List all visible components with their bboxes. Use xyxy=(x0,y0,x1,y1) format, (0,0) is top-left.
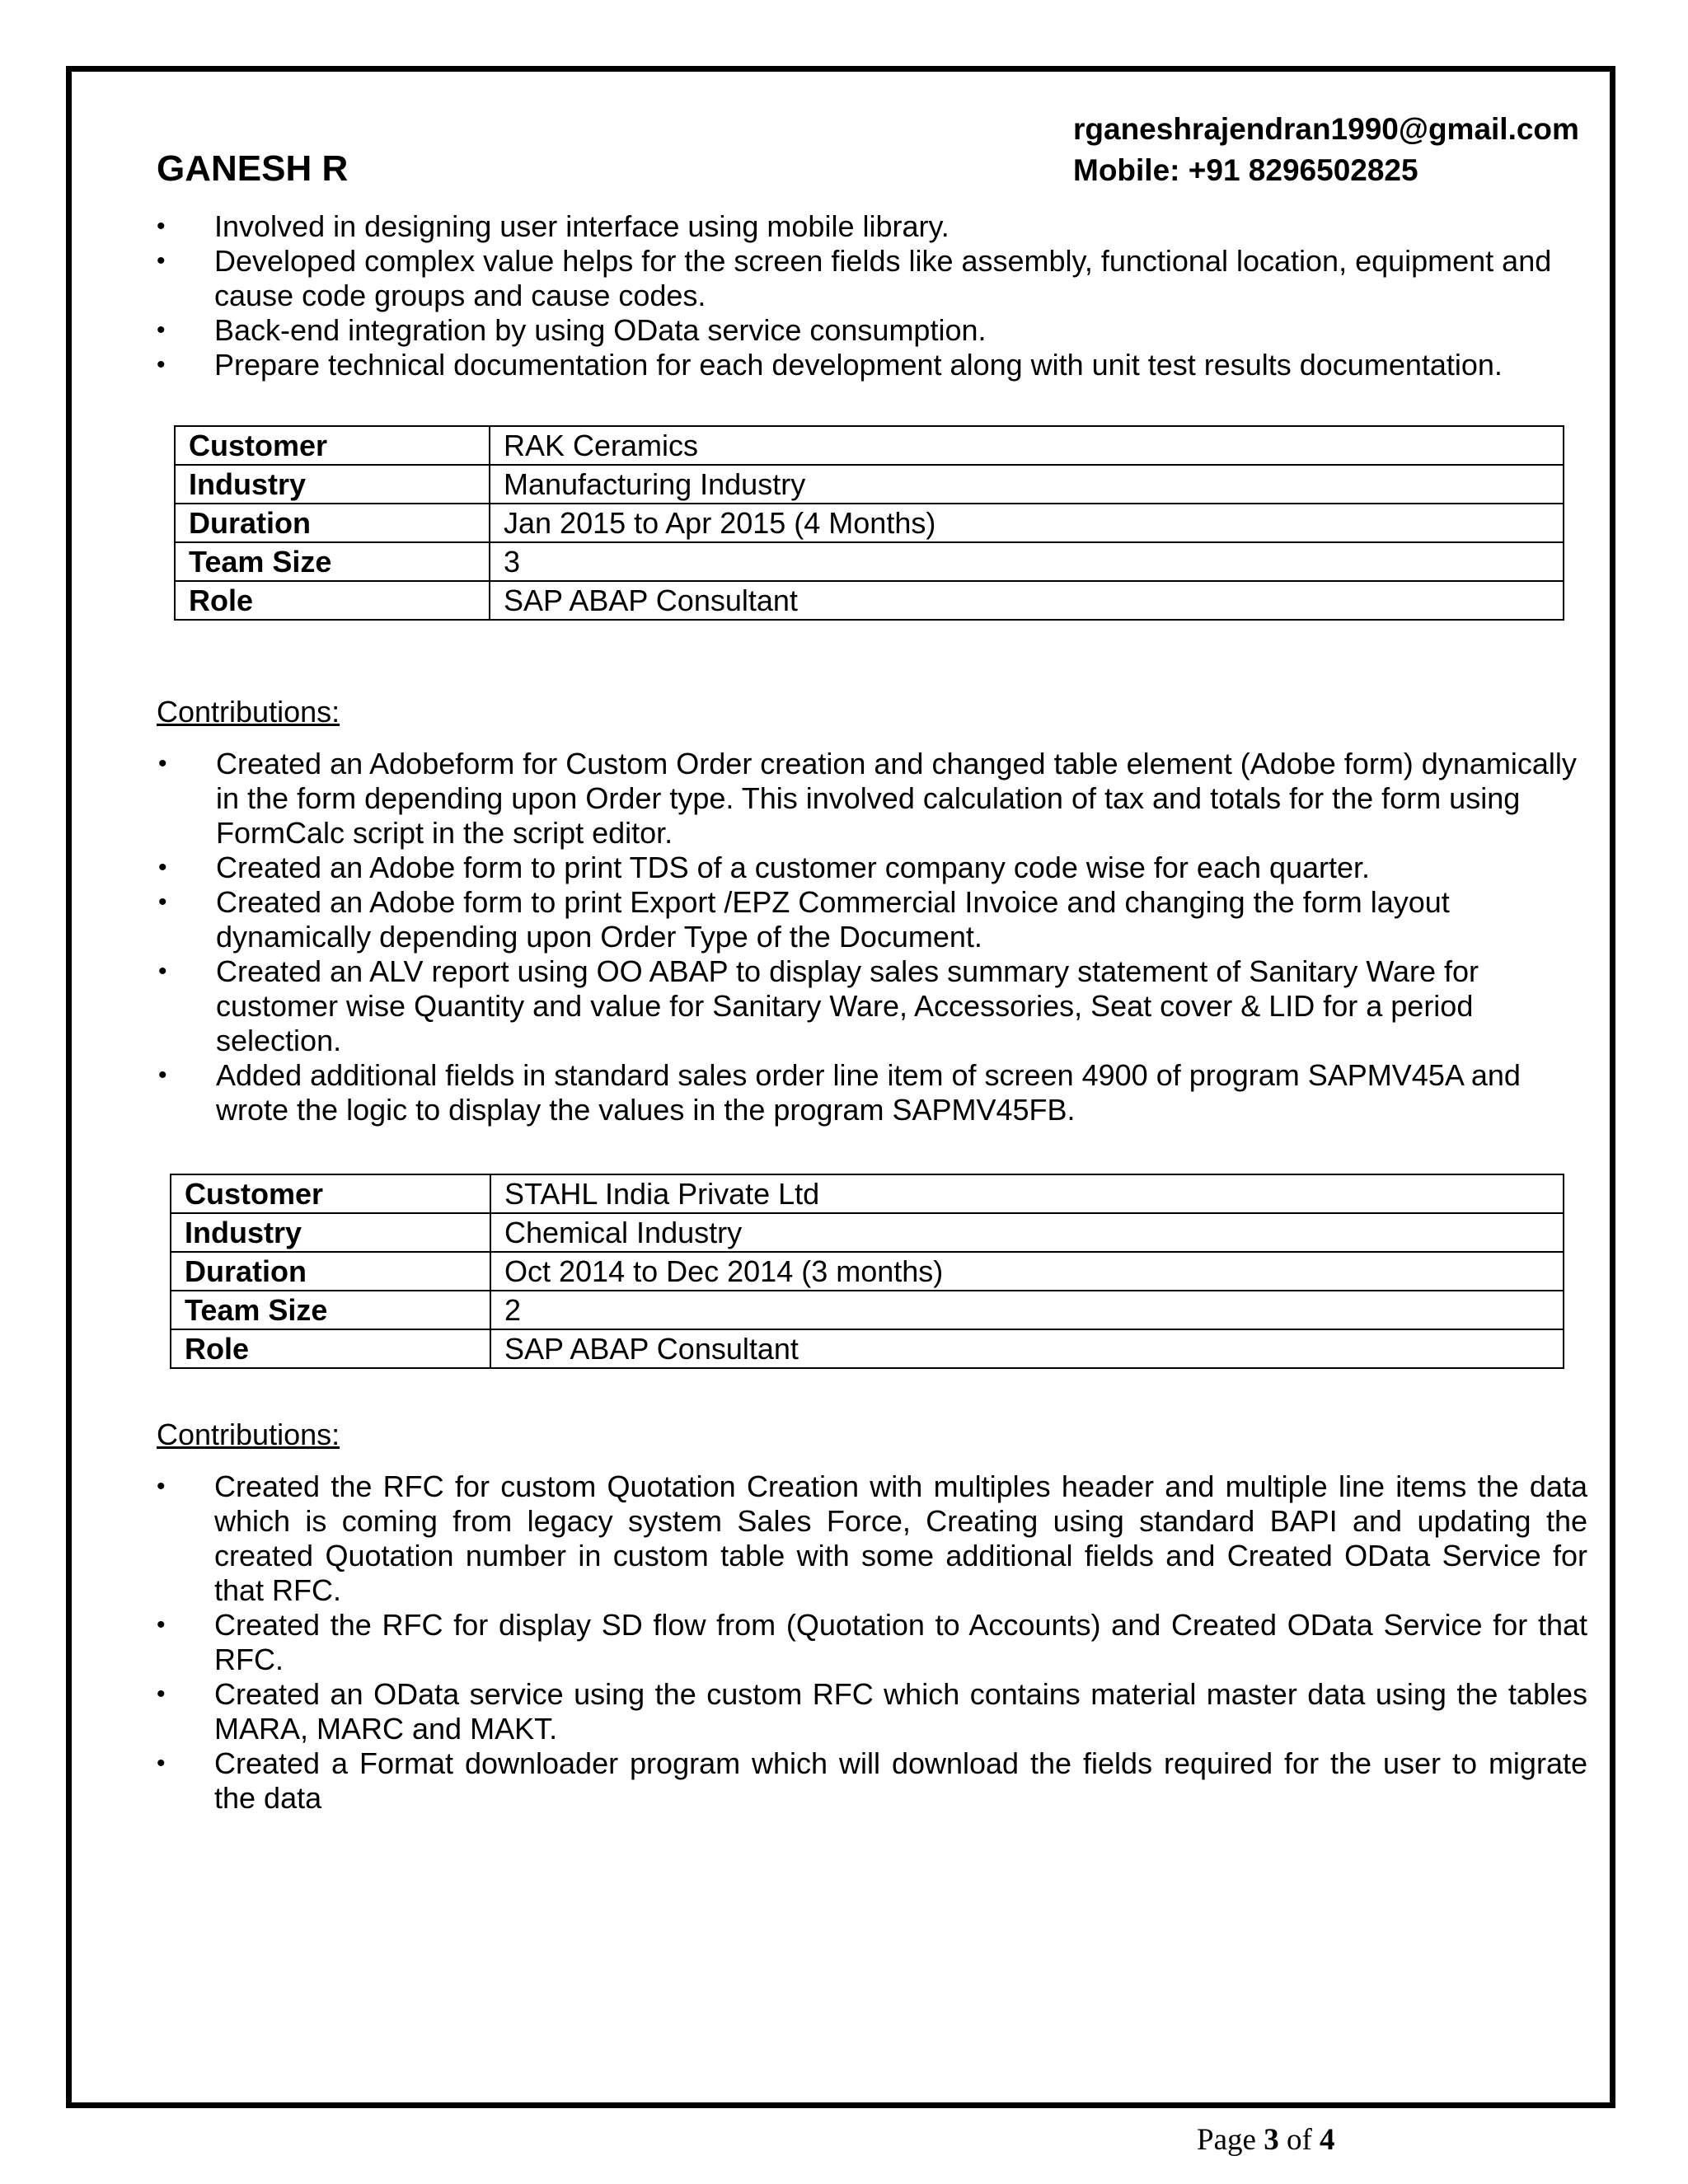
field-label: Industry xyxy=(175,465,490,504)
mobile-number: Mobile: +91 8296502825 xyxy=(1073,153,1418,187)
field-label: Customer xyxy=(175,426,490,465)
field-value: 3 xyxy=(490,542,1564,581)
table-row xyxy=(175,504,1564,542)
contributions-heading: Contributions: xyxy=(157,1418,340,1451)
table-row xyxy=(175,542,1564,581)
list-item: • Created an OData service using the custom RFC which contains material master data using the tables MARA, MARC and MAKT. xyxy=(157,1677,1587,1746)
field-value: Manufacturing Industry xyxy=(490,465,1564,504)
field-value: Chemical Industry xyxy=(490,1213,1564,1252)
page-of: of xyxy=(1286,2123,1312,2157)
list-item: • Created the RFC for custom Quotation Creation with multiples header and multiple line items the data which is coming from legacy system Sales Force, Creating using standard BAPI and updating the created Quotation number in custom table with some additional fields and Created OData Service for that RFC. xyxy=(157,1469,1587,1608)
page-total: 4 xyxy=(1320,2123,1335,2157)
field-label: Team Size xyxy=(171,1291,490,1329)
table-row xyxy=(175,581,1564,620)
candidate-name: GANESH R xyxy=(157,148,349,189)
field-label: Team Size xyxy=(175,542,490,581)
field-label: Duration xyxy=(175,504,490,542)
contributions-heading: Contributions: xyxy=(157,695,340,729)
project-details-table-stahl xyxy=(170,1174,1564,1369)
table-row xyxy=(171,1174,1564,1213)
field-value: STAHL India Private Ltd xyxy=(490,1174,1564,1213)
page-word: Page xyxy=(1197,2123,1256,2157)
page-current: 3 xyxy=(1264,2123,1279,2157)
list-item: • Added additional fields in standard sales order line item of screen 4900 of program SAPMV45A and wrote the logic to display the values in the program SAPMV45FB. xyxy=(158,1058,1578,1127)
field-label: Industry xyxy=(171,1213,490,1252)
project-details-table-rak xyxy=(174,425,1564,621)
field-value: 2 xyxy=(490,1291,1564,1329)
list-item: • Back-end integration by using OData service consumption. xyxy=(157,313,1582,348)
list-item: • Created a Format downloader program which will download the fields required for the user to migrate the data xyxy=(157,1746,1587,1816)
contributions-list-stahl xyxy=(157,1469,1587,1816)
email-address: rganeshrajendran1990@gmail.com xyxy=(1073,112,1579,146)
field-value: SAP ABAP Consultant xyxy=(490,581,1564,620)
table-row xyxy=(175,465,1564,504)
list-item: • Created an Adobe form to print Export /EPZ Commercial Invoice and changing the form layout dynamically depending upon Order Type of the Document. xyxy=(158,885,1578,954)
field-value: RAK Ceramics xyxy=(490,426,1564,465)
field-value: SAP ABAP Consultant xyxy=(490,1329,1564,1368)
table-row xyxy=(171,1252,1564,1291)
list-item: • Developed complex value helps for the screen fields like assembly, functional location, equipment and cause code groups and cause codes. xyxy=(157,244,1582,313)
intro-bullet-list xyxy=(157,209,1582,382)
table-row xyxy=(175,426,1564,465)
field-label: Customer xyxy=(171,1174,490,1213)
table-row xyxy=(171,1329,1564,1368)
list-item: • Created an Adobeform for Custom Order creation and changed table element (Adobe form) dynamically in the form depending upon Order type. This involved calculation of tax and totals for the form using FormCalc script in the script editor. xyxy=(158,747,1578,851)
table-row xyxy=(171,1213,1564,1252)
list-item: • Created an ALV report using OO ABAP to display sales summary statement of Sanitary Ware for customer wise Quantity and value for Sanitary Ware, Accessories, Seat cover & LID for a period selection. xyxy=(158,954,1578,1058)
table-row xyxy=(171,1291,1564,1329)
field-value: Oct 2014 to Dec 2014 (3 months) xyxy=(490,1252,1564,1291)
list-item: • Prepare technical documentation for each development along with unit test results documentation. xyxy=(157,348,1582,382)
field-label: Duration xyxy=(171,1252,490,1291)
list-item: • Created an Adobe form to print TDS of a customer company code wise for each quarter. xyxy=(158,851,1578,885)
list-item: • Created the RFC for display SD flow from (Quotation to Accounts) and Created OData Service for that RFC. xyxy=(157,1608,1587,1677)
field-value: Jan 2015 to Apr 2015 (4 Months) xyxy=(490,504,1564,542)
field-label: Role xyxy=(171,1329,490,1368)
field-label: Role xyxy=(175,581,490,620)
page-number xyxy=(1197,2122,1335,2158)
list-item: • Involved in designing user interface using mobile library. xyxy=(157,209,1582,244)
contributions-list-rak xyxy=(158,747,1578,1127)
